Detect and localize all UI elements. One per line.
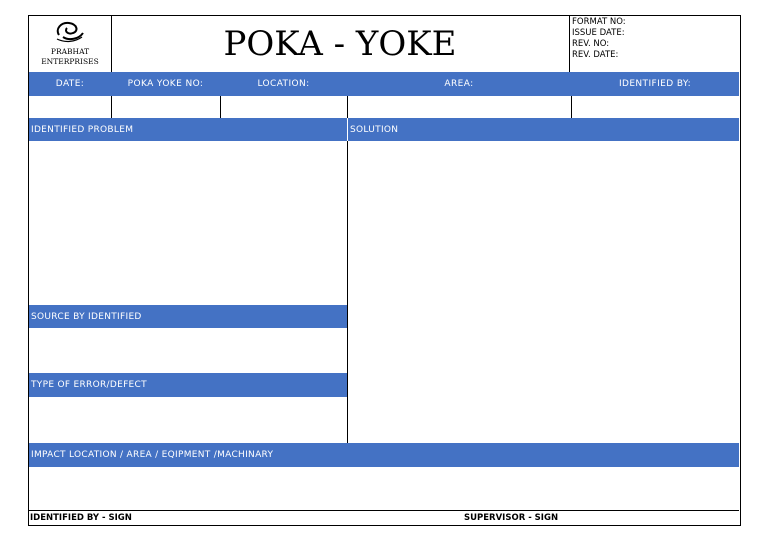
identified-by-header: IDENTIFIED BY: [618, 79, 692, 89]
solution-header: SOLUTION [347, 118, 739, 141]
column-header-bar [29, 72, 739, 96]
identified-problem-header: IDENTIFIED PROBLEM [29, 118, 347, 141]
area-field[interactable] [347, 96, 571, 118]
type-of-error-field[interactable] [29, 397, 347, 443]
issue-date-label: ISSUE DATE: [572, 28, 625, 38]
prabhat-logo-icon [53, 19, 87, 43]
logo-block [29, 16, 111, 72]
date-header: DATE: [55, 79, 85, 89]
format-no-label: FORMAT NO: [572, 17, 626, 27]
identified-problem-area[interactable] [29, 141, 347, 305]
location-field[interactable] [220, 96, 347, 118]
rev-date-label: REV. DATE: [572, 50, 619, 60]
rev-no-label: REV. NO: [572, 39, 610, 49]
type-of-error-header: TYPE OF ERROR/DEFECT [29, 373, 347, 397]
identified-by-sign-label: IDENTIFIED BY - SIGN [30, 513, 132, 523]
location-header: LOCATION: [257, 79, 310, 89]
company-name-line2: ENTERPRISES [41, 57, 99, 66]
document-meta [572, 17, 737, 71]
company-name-line1: PRABHAT [50, 47, 90, 56]
date-field[interactable] [29, 96, 111, 118]
impact-location-field[interactable] [29, 467, 739, 509]
supervisor-sign-label: SUPERVISOR - SIGN [464, 513, 559, 523]
poka-yoke-no-header: POKA YOKE NO: [127, 79, 204, 89]
form-title: POKA - YOKE [223, 24, 457, 64]
poka-yoke-form [28, 15, 741, 526]
impact-location-header: IMPACT LOCATION / AREA / EQIPMENT /MACHINARY [29, 443, 739, 467]
identified-by-field[interactable] [571, 96, 739, 118]
poka-yoke-no-field[interactable] [111, 96, 220, 118]
solution-area[interactable] [348, 141, 739, 443]
source-by-identified-field[interactable] [29, 328, 347, 373]
source-by-identified-header: SOURCE BY IDENTIFIED [29, 305, 347, 328]
area-header: AREA: [444, 79, 474, 89]
